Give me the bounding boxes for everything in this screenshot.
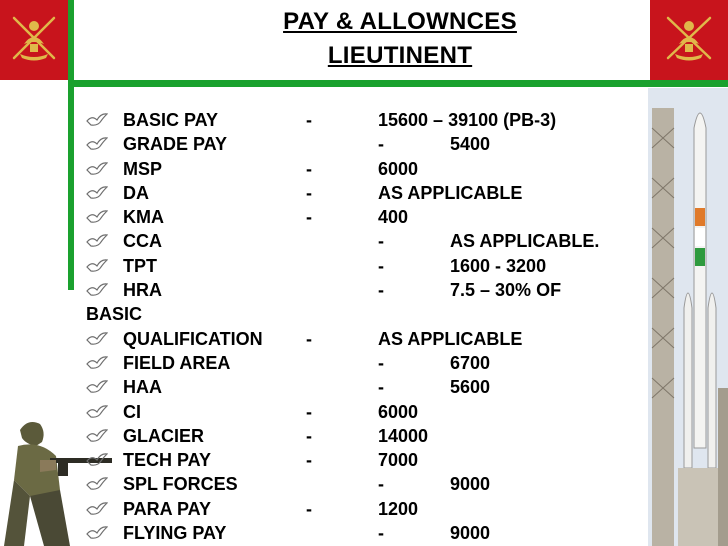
slide-subtitle: LIEUTINENT — [327, 42, 473, 69]
army-emblem-icon — [650, 0, 728, 80]
row-label: HAA — [123, 377, 162, 398]
row-value-dash: - — [378, 523, 384, 544]
table-row — [86, 472, 646, 496]
row-value-dash: - — [378, 231, 384, 252]
row-value: 1200 — [378, 498, 419, 519]
dove-bullet-icon — [86, 501, 108, 517]
row-value-dash: - — [378, 352, 384, 373]
row-value-dash: - — [378, 255, 384, 276]
row-value: 15600 – 39100 (PB-3) — [378, 110, 557, 130]
green-horizontal-rule — [68, 80, 728, 87]
table-row — [86, 351, 646, 375]
row-label: FIELD AREA — [123, 352, 231, 373]
table-row — [86, 181, 646, 205]
dove-bullet-icon — [86, 258, 108, 274]
row-value: 5600 — [450, 377, 491, 398]
row-value: AS APPLICABLE. — [450, 231, 600, 252]
row-value: 5400 — [450, 134, 491, 155]
table-row — [86, 205, 646, 229]
table-row — [86, 278, 646, 302]
dove-bullet-icon — [86, 161, 108, 177]
row-value-dash: - — [378, 474, 384, 495]
row-value: 14000 — [378, 425, 429, 446]
dove-bullet-icon — [86, 379, 108, 395]
row-value-dash: - — [378, 280, 384, 301]
row-value: 7000 — [378, 450, 419, 471]
pay-table — [86, 108, 646, 545]
dove-bullet-icon — [86, 233, 108, 249]
row-dash: - — [306, 158, 312, 179]
table-row — [86, 132, 646, 156]
row-label: MSP — [123, 158, 163, 179]
row-label: HRA — [123, 280, 162, 301]
row-label: QUALIFICATION — [123, 328, 263, 349]
row-label: PARA PAY — [123, 498, 212, 519]
row-value: 1600 - 3200 — [450, 255, 547, 276]
table-row — [86, 157, 646, 181]
table-row — [86, 254, 646, 278]
dove-bullet-icon — [86, 525, 108, 541]
dove-bullet-icon — [86, 355, 108, 371]
row-value: 9000 — [450, 523, 491, 544]
row-dash: - — [306, 182, 312, 203]
row-value: 9000 — [450, 474, 491, 495]
table-row — [86, 229, 646, 253]
row-dash: - — [306, 328, 312, 349]
army-emblem-icon — [0, 0, 68, 80]
dove-bullet-icon — [86, 185, 108, 201]
row-label: TECH PAY — [123, 450, 212, 471]
table-row — [86, 521, 646, 545]
rocket-launch-tower-image — [648, 88, 728, 546]
table-row — [86, 375, 646, 399]
table-row-continuation — [86, 302, 646, 326]
green-vertical-rule — [68, 0, 74, 290]
dove-bullet-icon — [86, 112, 108, 128]
row-value: 7.5 – 30% OF — [450, 280, 562, 301]
dove-bullet-icon — [86, 282, 108, 298]
row-value: 400 — [378, 207, 409, 228]
row-label: GLACIER — [123, 425, 204, 446]
row-value: 6000 — [378, 401, 419, 422]
row-dash: - — [306, 450, 312, 471]
slide-title: PAY & ALLOWNCES — [283, 8, 517, 35]
row-label: TPT — [123, 255, 157, 276]
row-dash: - — [306, 401, 312, 422]
dove-bullet-icon — [86, 452, 108, 468]
row-value: AS APPLICABLE — [378, 328, 523, 349]
row-label: GRADE PAY — [123, 134, 228, 155]
dove-bullet-icon — [86, 476, 108, 492]
row-dash: - — [306, 207, 312, 228]
row-label: KMA — [123, 207, 164, 228]
table-row — [86, 448, 646, 472]
row-dash: - — [306, 425, 312, 446]
dove-bullet-icon — [86, 209, 108, 225]
row-dash: - — [306, 498, 312, 519]
dove-bullet-icon — [86, 404, 108, 420]
dove-bullet-icon — [86, 428, 108, 444]
table-row — [86, 108, 646, 132]
row-label: DA — [123, 182, 149, 203]
row-label: BASIC PAY — [123, 110, 219, 130]
table-row — [86, 400, 646, 424]
row-value-dash: - — [378, 134, 384, 155]
row-value-dash: - — [378, 377, 384, 398]
army-emblem-right — [650, 0, 728, 80]
row-label: CCA — [123, 231, 162, 252]
row-value: 6700 — [450, 352, 491, 373]
row-label: SPL FORCES — [123, 474, 238, 495]
table-row — [86, 327, 646, 351]
army-emblem-left — [0, 0, 68, 80]
row-value: AS APPLICABLE — [378, 182, 523, 203]
dove-bullet-icon — [86, 331, 108, 347]
row-label: CI — [123, 401, 141, 422]
table-row — [86, 424, 646, 448]
dove-bullet-icon — [86, 136, 108, 152]
row-label: FLYING PAY — [123, 523, 227, 544]
row-dash: - — [306, 110, 312, 130]
row-continuation-text: BASIC — [86, 304, 143, 325]
table-row — [86, 497, 646, 521]
row-value: 6000 — [378, 158, 419, 179]
